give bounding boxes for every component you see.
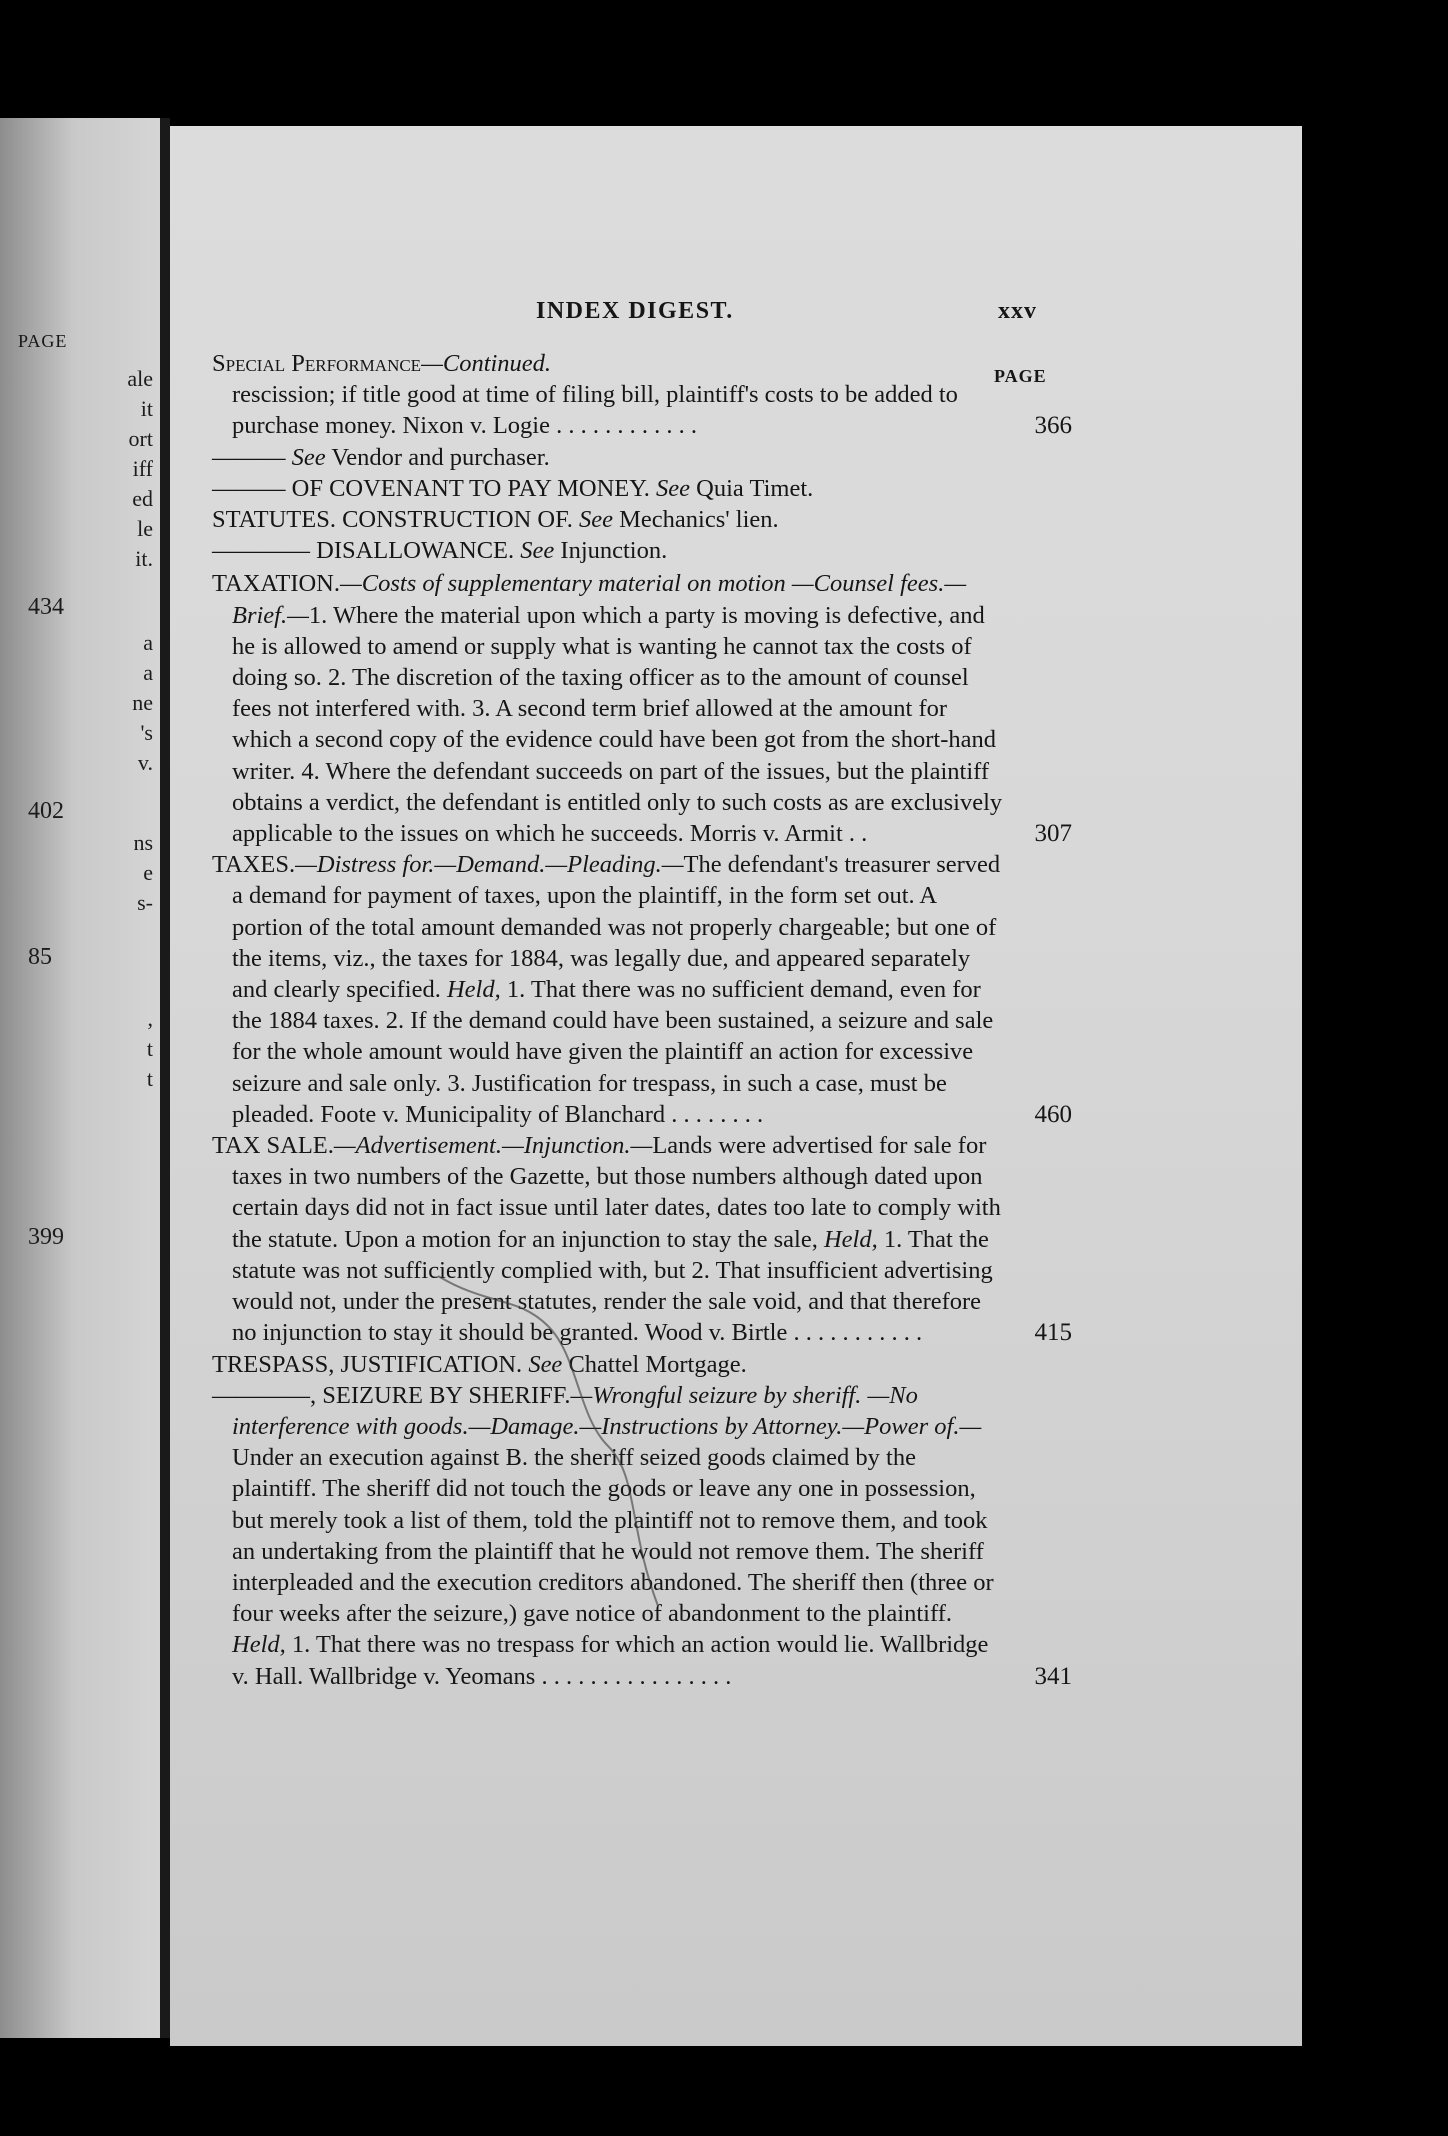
entry-text: Vendor and purchaser. bbox=[331, 443, 550, 471]
held-label: Held, bbox=[232, 1631, 286, 1659]
running-header bbox=[170, 298, 1302, 338]
see-reference: See bbox=[291, 443, 326, 471]
entry-heading: TRESPASS, JUSTIFICATION. bbox=[212, 1350, 523, 1378]
entry-dash: ——— bbox=[212, 443, 286, 471]
entry-heading: TAX SALE. bbox=[212, 1132, 334, 1160]
entry-text: rescission; if title good at time of filing bill, plaintiff's costs to be added to purchase money. Nixon v. Logie . . . . . . . . . . . . bbox=[232, 381, 958, 440]
held-label: Held, bbox=[446, 976, 501, 1004]
see-reference: See bbox=[656, 474, 691, 502]
entry-heading: ———— DISALLOWANCE. bbox=[212, 537, 515, 565]
entry-text: 1. Where the material upon which a party is moving is defective, and he is allowed to amend or supply what is wanting he cannot tax the costs of doing so. 2. The discretion of the taxing officer as to the amount of counsel fees not interfered with. 3. A second term brief allowed at the amount for which a second copy of the evidence could have been got from the short-hand writer. 4. Where the defendant succeeds on part of the issues, but the plaintiff obtains a verdict, the defendant is entitled only to such costs as are exclusively applicable to the issues on which he succeeds. Morris v. Armit . . bbox=[232, 601, 1003, 848]
entry-text: 1. That the statute was not sufficiently complied with, but 2. That insufficient advertising would not, under the present statutes, render the sale void, and that therefore no injunction to stay it should be granted. Wood v. Birtle . . . . . . . . . . . bbox=[232, 1225, 993, 1347]
entry-subheads: —Continued. bbox=[421, 350, 552, 377]
entry-text: Under an execution against B. the sheriff seized goods claimed by the plaintiff. The sheriff did not touch the goods or leave any one in possession, but merely took a list of them, told the plaintiff not to remove them, and took an undertaking from the plaintiff that he would not remove them. The sheriff interpleaded and the execution creditors abandoned. The sheriff then (three or four weeks after the seizure,) gave notice of abandonment to the plaintiff. bbox=[232, 1444, 994, 1628]
entry-heading: Special Performance bbox=[212, 350, 422, 377]
index-page bbox=[170, 126, 1302, 2046]
entry-text: Injunction. bbox=[560, 537, 668, 565]
entry-subheads: —Wrongful seizure by sheriff. —No interference with goods.—Damage.—Instructions by Attorney.—Power of.— bbox=[232, 1381, 982, 1440]
entry-heading: TAXES. bbox=[212, 851, 296, 879]
entry-page-ref: 415 bbox=[1034, 1319, 1072, 1347]
entry-subheads: —Distress for.—Demand.—Pleading.— bbox=[295, 851, 684, 879]
index-entry bbox=[212, 442, 1062, 473]
entry-heading: ——— OF COVENANT TO PAY MONEY. bbox=[212, 474, 650, 502]
left-fragment: , bbox=[147, 1006, 153, 1031]
see-reference: See bbox=[520, 537, 555, 565]
left-fragment: t bbox=[146, 1066, 153, 1091]
entry-page-ref: 341 bbox=[1034, 1662, 1072, 1690]
book-gutter bbox=[160, 118, 170, 2038]
left-fragment: iff bbox=[132, 456, 153, 481]
index-entry bbox=[212, 504, 1062, 535]
left-page-number: 399 bbox=[28, 1224, 64, 1250]
left-page-number: 85 bbox=[28, 944, 52, 970]
index-entry bbox=[212, 1380, 1072, 1692]
entry-subheads: —Advertisement.—Injunction.— bbox=[333, 1132, 653, 1160]
entry-text: Lands were advertised for sale for taxes in two numbers of the Gazette, but those numbers although dated upon certain days did not in fact issue until later dates, dates too late to comply with the statute. Upon a motion for an injunction to stay the sale, bbox=[232, 1132, 1001, 1253]
left-page-number: 434 bbox=[28, 594, 64, 620]
entry-heading: ————, SEIZURE BY SHERIFF. bbox=[212, 1381, 571, 1409]
index-entries bbox=[212, 348, 1072, 1692]
left-fragment: t bbox=[146, 1036, 153, 1061]
entry-page-ref: 366 bbox=[1034, 412, 1072, 440]
held-label: Held, bbox=[823, 1225, 878, 1253]
index-entry bbox=[212, 1130, 1072, 1348]
index-entry bbox=[212, 535, 1062, 566]
see-reference: See bbox=[528, 1350, 563, 1378]
left-fragment: ns bbox=[133, 830, 153, 855]
entry-text: 1. That there was no trespass for which an action would lie. Wallbridge v. Hall. Wallbridge v. Yeomans . . . . . . . . . . . . . . . . bbox=[232, 1631, 989, 1690]
index-entry bbox=[212, 348, 1072, 442]
entry-subheads: —Costs of supplementary material on motion —Counsel fees.—Brief.— bbox=[232, 570, 967, 629]
index-entry bbox=[212, 473, 1062, 504]
left-page-number: 402 bbox=[28, 798, 64, 824]
left-fragment: ale bbox=[127, 366, 153, 391]
page-title: INDEX DIGEST. bbox=[536, 298, 734, 324]
left-page-margin bbox=[0, 118, 165, 2038]
entry-text: Quia Timet. bbox=[696, 474, 814, 502]
left-fragment: s- bbox=[137, 890, 153, 915]
left-fragment: ed bbox=[132, 486, 153, 511]
left-fragment: a bbox=[143, 630, 153, 655]
entry-text: Mechanics' lien. bbox=[619, 506, 779, 534]
left-fragment: e bbox=[143, 860, 153, 885]
index-entry bbox=[212, 1349, 1062, 1380]
page-number: xxv bbox=[998, 298, 1037, 324]
left-page-label: PAGE bbox=[18, 331, 68, 351]
entry-page-ref: 460 bbox=[1034, 1100, 1072, 1128]
index-entry bbox=[212, 849, 1072, 1130]
left-fragment: it. bbox=[135, 546, 153, 571]
left-fragment: le bbox=[137, 516, 153, 541]
entry-heading: TAXATION. bbox=[212, 570, 341, 598]
left-fragment: a bbox=[143, 660, 153, 685]
entry-text: The defendant's treasurer served a demand for payment of taxes, upon the plaintiff, in the form set out. A portion of the total amount demanded was not properly chargeable; but one of the items, viz., the taxes for 1884, was legally due, and appeared separately and clearly specified. bbox=[232, 851, 1001, 1004]
entry-heading: STATUTES. CONSTRUCTION OF. bbox=[212, 506, 573, 534]
left-fragment: ort bbox=[128, 426, 153, 451]
page-column-label: PAGE bbox=[994, 366, 1047, 386]
entry-text: Chattel Mortgage. bbox=[568, 1350, 747, 1378]
left-fragment: ne bbox=[132, 690, 153, 715]
entry-page-ref: 307 bbox=[1034, 820, 1072, 848]
left-fragment: it bbox=[140, 396, 153, 421]
see-reference: See bbox=[579, 506, 614, 534]
left-fragment: 's bbox=[140, 720, 153, 745]
left-fragment: v. bbox=[137, 750, 153, 775]
index-entry bbox=[212, 568, 1072, 849]
entry-text: 1. That there was no sufficient demand, even for the 1884 taxes. 2. If the demand could have been sustained, a seizure and sale for the whole amount would have given the plaintiff an action for excessive seizure and sale only. 3. Justification for trespass, in such a case, must be pleaded. Foote v. Municipality of Blanchard . . . . . . . . bbox=[232, 976, 994, 1128]
